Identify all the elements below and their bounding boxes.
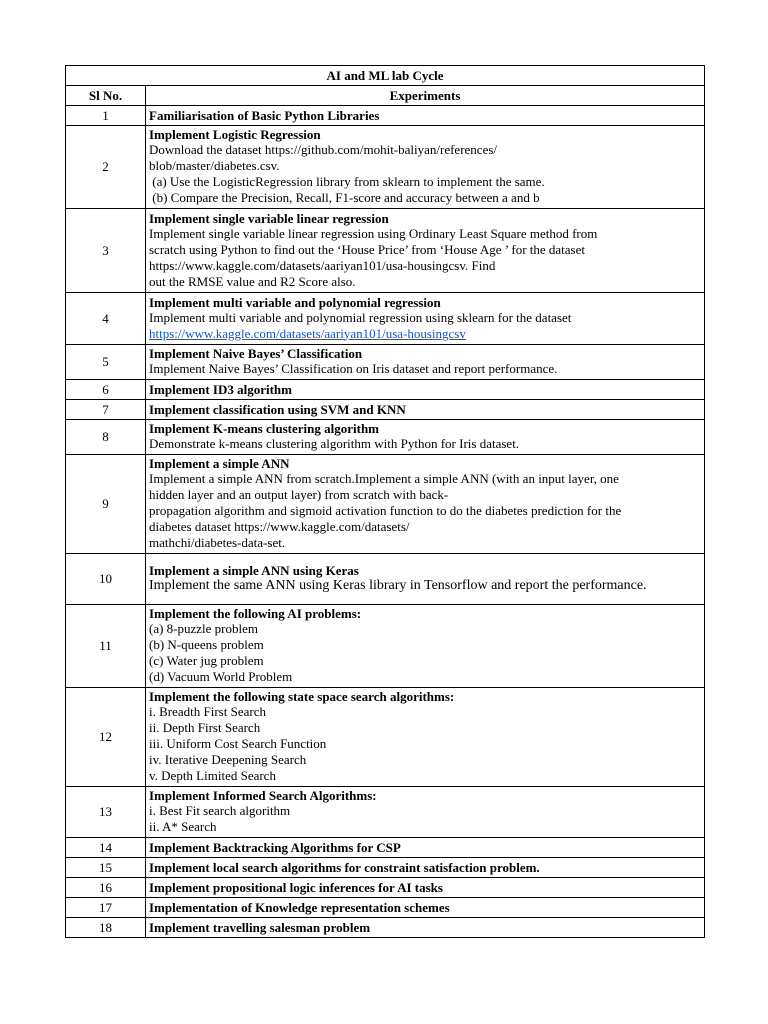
sl-no-cell: 9 — [66, 455, 146, 554]
sl-no-cell: 15 — [66, 858, 146, 878]
sl-no-cell: 4 — [66, 293, 146, 345]
table-row — [66, 554, 705, 605]
document-page — [65, 65, 704, 938]
experiment-cell — [146, 858, 705, 878]
table-title: AI and ML lab Cycle — [66, 66, 705, 86]
experiment-title: Implement single variable linear regression — [149, 210, 389, 226]
experiment-cell — [146, 293, 705, 345]
table-row — [66, 106, 705, 126]
experiment-title: Implement a simple ANN using Keras — [149, 563, 359, 578]
table-row — [66, 400, 705, 420]
table-row — [66, 688, 705, 787]
sl-no-cell: 8 — [66, 420, 146, 455]
experiment-description-line: scratch using Python to find out the ‘House Price’ from ‘House Age ’ for the dataset — [149, 241, 585, 257]
table-row — [66, 858, 705, 878]
experiment-cell — [146, 420, 705, 455]
experiment-description-line: Download the dataset https://github.com/mohit-baliyan/references/ — [149, 142, 498, 157]
experiment-description-line: (d) Vacuum World Problem — [149, 669, 293, 684]
experiment-cell — [146, 787, 705, 838]
experiment-title: Implement K-means clustering algorithm — [149, 421, 380, 436]
experiment-title: Implement Informed Search Algorithms: — [149, 788, 377, 803]
sl-no-cell: 12 — [66, 688, 146, 787]
experiment-cell — [146, 838, 705, 858]
experiment-description-line: diabetes dataset https://www.kaggle.com/datasets/ — [149, 519, 410, 534]
experiment-title: Implement travelling salesman problem — [149, 919, 371, 935]
experiment-cell — [146, 126, 705, 209]
experiment-cell — [146, 878, 705, 898]
experiment-cell — [146, 455, 705, 554]
experiment-title: Implement Naive Bayes’ Classification — [149, 346, 363, 361]
experiment-cell — [146, 106, 705, 126]
sl-no-cell: 13 — [66, 787, 146, 838]
sl-no-cell: 18 — [66, 918, 146, 938]
sl-no-cell: 7 — [66, 400, 146, 420]
table-row — [66, 787, 705, 838]
experiment-title: Implement local search algorithms for constraint satisfaction problem. — [149, 859, 540, 875]
experiment-title: Implement multi variable and polynomial regression — [149, 294, 441, 310]
experiment-description-line: (a) Use the LogisticRegression library from sklearn to implement the same. — [149, 174, 545, 189]
table-row — [66, 878, 705, 898]
experiment-description-line: Demonstrate k-means clustering algorithm with Python for Iris dataset. — [149, 436, 520, 451]
table-row — [66, 838, 705, 858]
experiment-description-line: propagation algorithm and sigmoid activation function to do the diabetes prediction for the — [149, 503, 622, 518]
experiment-description-line: https://www.kaggle.com/datasets/aariyan101/usa-housingcsv. Find — [149, 257, 496, 273]
experiment-description-line: (b) N-queens problem — [149, 637, 264, 652]
table-row — [66, 293, 705, 345]
experiment-title: Implement Logistic Regression — [149, 127, 321, 142]
experiment-title: Implement the following AI problems: — [149, 606, 362, 621]
experiment-description-line: Implement Naive Bayes’ Classification on Iris dataset and report performance. — [149, 361, 558, 376]
experiment-description-line: iv. Iterative Deepening Search — [149, 752, 307, 767]
sl-no-cell: 5 — [66, 345, 146, 380]
experiment-cell — [146, 209, 705, 293]
experiment-cell — [146, 688, 705, 787]
experiment-title: Implement ID3 algorithm — [149, 381, 292, 397]
experiment-description-line: i. Breadth First Search — [149, 704, 266, 719]
sl-no-cell: 2 — [66, 126, 146, 209]
table-row — [66, 898, 705, 918]
experiment-title: Familiarisation of Basic Python Libraries — [149, 107, 380, 123]
experiment-description-line: out the RMSE value and R2 Score also. — [149, 273, 356, 289]
table-row — [66, 420, 705, 455]
experiment-cell — [146, 898, 705, 918]
experiment-title: Implement classification using SVM and KNN — [149, 401, 406, 417]
table-title-row — [66, 66, 705, 86]
table-row — [66, 345, 705, 380]
experiment-cell — [146, 380, 705, 400]
dataset-link[interactable]: https://www.kaggle.com/datasets/aariyan101/usa-housingcsv — [149, 325, 466, 341]
experiment-cell — [146, 918, 705, 938]
table-header-row — [66, 86, 705, 106]
experiment-title: Implementation of Knowledge representation schemes — [149, 899, 450, 915]
table-row — [66, 455, 705, 554]
sl-no-cell: 17 — [66, 898, 146, 918]
experiment-title: Implement propositional logic inferences for AI tasks — [149, 879, 443, 895]
experiment-description-line: ii. Depth First Search — [149, 720, 261, 735]
experiment-title: Implement a simple ANN — [149, 456, 290, 471]
experiment-description-line: v. Depth Limited Search — [149, 768, 276, 783]
table-row — [66, 209, 705, 293]
experiment-title: Implement Backtracking Algorithms for CSP — [149, 839, 401, 855]
sl-no-cell: 16 — [66, 878, 146, 898]
table-row — [66, 126, 705, 209]
experiment-description-line: blob/master/diabetes.csv. — [149, 158, 280, 173]
table-row — [66, 605, 705, 688]
sl-no-cell: 11 — [66, 605, 146, 688]
sl-no-cell: 1 — [66, 106, 146, 126]
experiment-description-line: mathchi/diabetes-data-set. — [149, 535, 286, 550]
experiment-cell — [146, 345, 705, 380]
experiment-description-line: ii. A* Search — [149, 819, 217, 834]
table-row — [66, 918, 705, 938]
experiment-description-line: (c) Water jug problem — [149, 653, 264, 668]
sl-no-cell: 14 — [66, 838, 146, 858]
header-experiments: Experiments — [146, 86, 705, 106]
experiment-description-line: Implement single variable linear regression using Ordinary Least Square method from — [149, 225, 598, 241]
table-row — [66, 380, 705, 400]
experiment-description-line: i. Best Fit search algorithm — [149, 803, 291, 818]
header-sl-no: Sl No. — [66, 86, 146, 106]
experiment-cell — [146, 400, 705, 420]
experiment-cell — [146, 554, 705, 605]
experiment-description-line: Implement a simple ANN from scratch.Implement a simple ANN (with an input layer, one — [149, 471, 619, 486]
sl-no-cell: 6 — [66, 380, 146, 400]
experiment-description-line: (b) Compare the Precision, Recall, F1-score and accuracy between a and b — [149, 190, 540, 205]
experiment-description-line: iii. Uniform Cost Search Function — [149, 736, 327, 751]
lab-cycle-table — [65, 65, 705, 938]
experiment-description-line: (a) 8-puzzle problem — [149, 621, 259, 636]
experiment-description-line: Implement multi variable and polynomial regression using sklearn for the dataset — [149, 309, 572, 325]
sl-no-cell: 3 — [66, 209, 146, 293]
experiment-cell — [146, 605, 705, 688]
experiment-description-line: Implement the same ANN using Keras library in Tensorflow and report the performance. — [149, 578, 647, 593]
experiment-title: Implement the following state space search algorithms: — [149, 689, 455, 704]
experiment-description-line: hidden layer and an output layer) from scratch with back- — [149, 487, 449, 502]
sl-no-cell: 10 — [66, 554, 146, 605]
